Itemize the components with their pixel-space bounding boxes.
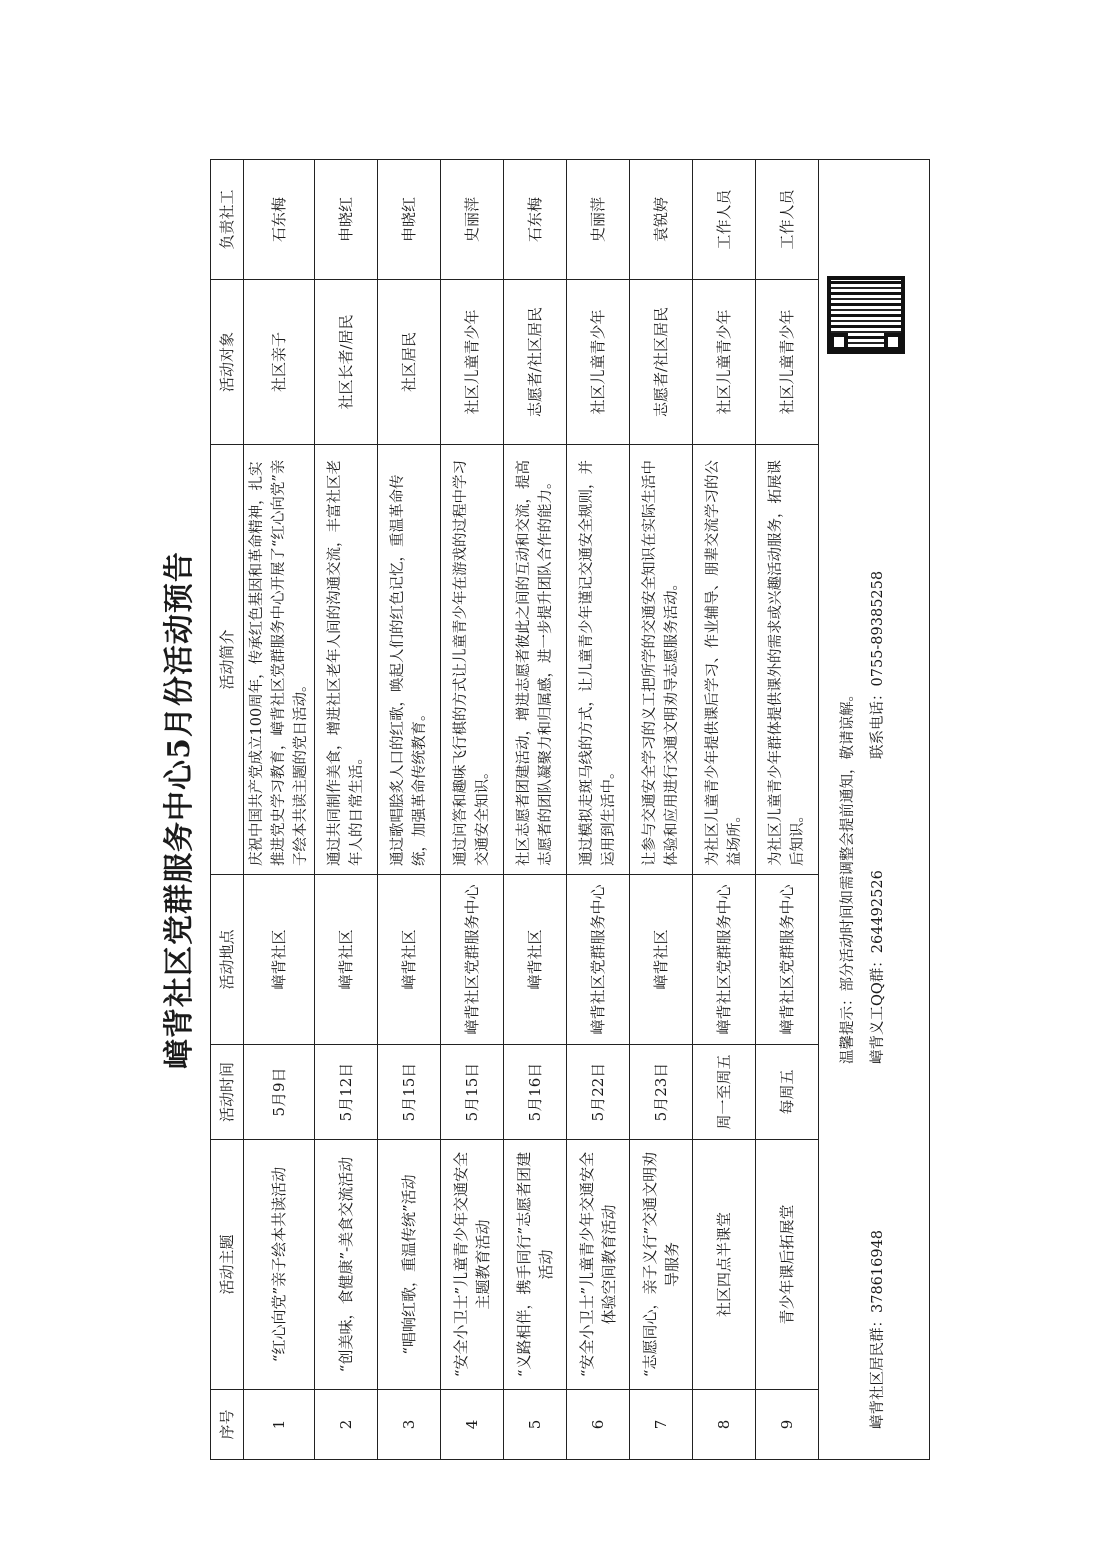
cell-no: 1 xyxy=(244,1390,315,1460)
cell-staff: 工作人员 xyxy=(756,160,819,280)
rotated-sheet xyxy=(150,160,886,1460)
cell-place: 嶂背社区 xyxy=(315,875,378,1045)
footer-row xyxy=(819,160,930,1460)
footer-phone: 联系电话：0755-89385258 xyxy=(870,570,886,759)
table-row xyxy=(504,160,567,1460)
cell-time: 5月12日 xyxy=(315,1045,378,1140)
cell-no: 9 xyxy=(756,1390,819,1460)
cell-theme: 青少年课后拓展堂 xyxy=(756,1140,819,1390)
cell-no: 5 xyxy=(504,1390,567,1460)
table-row xyxy=(244,160,315,1460)
cell-theme: “义路相伴，携手同行”志愿者团建活动 xyxy=(504,1140,567,1390)
cell-place: 嶂背社区 xyxy=(630,875,693,1045)
cell-time: 周一至周五 xyxy=(693,1045,756,1140)
table-row xyxy=(630,160,693,1460)
footer-resident-group: 嶂背社区居民群：378616948 xyxy=(870,1229,886,1429)
cell-time: 5月15日 xyxy=(441,1045,504,1140)
cell-intro: 通过模拟走斑马线的方式，让儿童青少年谨记交通安全规则，并运用到生活中。 xyxy=(567,445,630,875)
table-row xyxy=(693,160,756,1460)
cell-staff: 石东梅 xyxy=(504,160,567,280)
header-time: 活动时间 xyxy=(211,1045,244,1140)
cell-time: 5月9日 xyxy=(244,1045,315,1140)
header-staff: 负责社工 xyxy=(211,160,244,280)
cell-target: 社区居民 xyxy=(378,280,441,445)
cell-staff: 史丽萍 xyxy=(567,160,630,280)
cell-place: 嶂背社区党群服务中心 xyxy=(441,875,504,1045)
cell-staff: 袁锐婷 xyxy=(630,160,693,280)
cell-target: 社区儿童青少年 xyxy=(693,280,756,445)
cell-staff: 史丽萍 xyxy=(441,160,504,280)
cell-place: 嶂背社区 xyxy=(244,875,315,1045)
activity-table xyxy=(210,159,930,1460)
cell-time: 5月16日 xyxy=(504,1045,567,1140)
cell-theme: 社区四点半课堂 xyxy=(693,1140,756,1390)
cell-no: 2 xyxy=(315,1390,378,1460)
cell-intro: 庆祝中国共产党成立100周年，传承红色基因和革命精神，扎实推进党史学习教育，嶂背社区党群服务中心开展了“红心向党”亲子绘本共读主题的党日活动。 xyxy=(244,445,315,875)
cell-intro: 为社区儿童青少年提供课后学习、作业辅导、朋辈交流学习的公益场所。 xyxy=(693,445,756,875)
header-no: 序号 xyxy=(211,1390,244,1460)
cell-intro: 通过共同制作美食，增进社区老年人间的沟通交流，丰富社区老年人的日常生活。 xyxy=(315,445,378,875)
footer-notice: 温馨提示：部分活动时间如需调整会提前通知，敬请谅解。 xyxy=(840,687,856,1064)
cell-target: 社区亲子 xyxy=(244,280,315,445)
page-title: 嶂背社区党群服务中心5月份活动预告 xyxy=(162,551,197,1069)
cell-theme: “唱响红歌，重温传统”活动 xyxy=(378,1140,441,1390)
cell-place: 嶂背社区 xyxy=(378,875,441,1045)
cell-target: 社区儿童青少年 xyxy=(441,280,504,445)
cell-no: 3 xyxy=(378,1390,441,1460)
cell-time: 5月23日 xyxy=(630,1045,693,1140)
cell-theme: “安全小卫士”儿童青少年交通安全体验空间教育活动 xyxy=(567,1140,630,1390)
qr-code-icon xyxy=(827,276,905,354)
cell-target: 社区儿童青少年 xyxy=(567,280,630,445)
cell-staff: 申晓红 xyxy=(378,160,441,280)
cell-place: 嶂背社区党群服务中心 xyxy=(567,875,630,1045)
cell-target: 社区长者/居民 xyxy=(315,280,378,445)
cell-no: 6 xyxy=(567,1390,630,1460)
cell-intro: 通过问答和趣味飞行棋的方式让儿童青少年在游戏的过程中学习交通安全知识。 xyxy=(441,445,504,875)
cell-staff: 石东梅 xyxy=(244,160,315,280)
cell-intro: 为社区儿童青少年群体提供课外的需求或兴趣活动服务，拓展课后知识。 xyxy=(756,445,819,875)
cell-intro: 社区志愿者团建活动，增进志愿者彼此之间的互动和交流，提高志愿者的团队凝聚力和归属感，进一步提升团队合作的能力。 xyxy=(504,445,567,875)
cell-time: 5月22日 xyxy=(567,1045,630,1140)
cell-target: 志愿者/社区居民 xyxy=(504,280,567,445)
cell-target: 志愿者/社区居民 xyxy=(630,280,693,445)
table-row xyxy=(567,160,630,1460)
cell-theme: “志愿同心，亲子义行”交通文明劝导服务 xyxy=(630,1140,693,1390)
cell-theme: “安全小卫士”儿童青少年交通安全主题教育活动 xyxy=(441,1140,504,1390)
cell-time: 每周五 xyxy=(756,1045,819,1140)
cell-no: 4 xyxy=(441,1390,504,1460)
cell-intro: 通过歌唱脍炙人口的红歌，唤起人们的红色记忆，重温革命传统，加强革命传统教育。 xyxy=(378,445,441,875)
cell-place: 嶂背社区 xyxy=(504,875,567,1045)
footer-volunteer-group: 嶂背义工QQ群：264492526 xyxy=(870,870,886,1064)
cell-staff: 工作人员 xyxy=(693,160,756,280)
table-header-row xyxy=(211,160,244,1460)
cell-intro: 让参与交通安全学习的义工把所学的交通安全知识在实际生活中体验和应用进行交通文明劝导志愿服务活动。 xyxy=(630,445,693,875)
cell-theme: “红心向党”亲子绘本共读活动 xyxy=(244,1140,315,1390)
cell-target: 社区儿童青少年 xyxy=(756,280,819,445)
cell-no: 8 xyxy=(693,1390,756,1460)
footer-cell xyxy=(819,160,930,1460)
cell-place: 嶂背社区党群服务中心 xyxy=(693,875,756,1045)
header-theme: 活动主题 xyxy=(211,1140,244,1390)
cell-time: 5月15日 xyxy=(378,1045,441,1140)
header-place: 活动地点 xyxy=(211,875,244,1045)
header-target: 活动对象 xyxy=(211,280,244,445)
table-row xyxy=(315,160,378,1460)
header-intro: 活动简介 xyxy=(211,445,244,875)
cell-no: 7 xyxy=(630,1390,693,1460)
table-row xyxy=(441,160,504,1460)
table-row xyxy=(756,160,819,1460)
cell-place: 嶂背社区党群服务中心 xyxy=(756,875,819,1045)
cell-staff: 申晓红 xyxy=(315,160,378,280)
table-row xyxy=(378,160,441,1460)
cell-theme: “创美味，食健康”-美食交流活动 xyxy=(315,1140,378,1390)
